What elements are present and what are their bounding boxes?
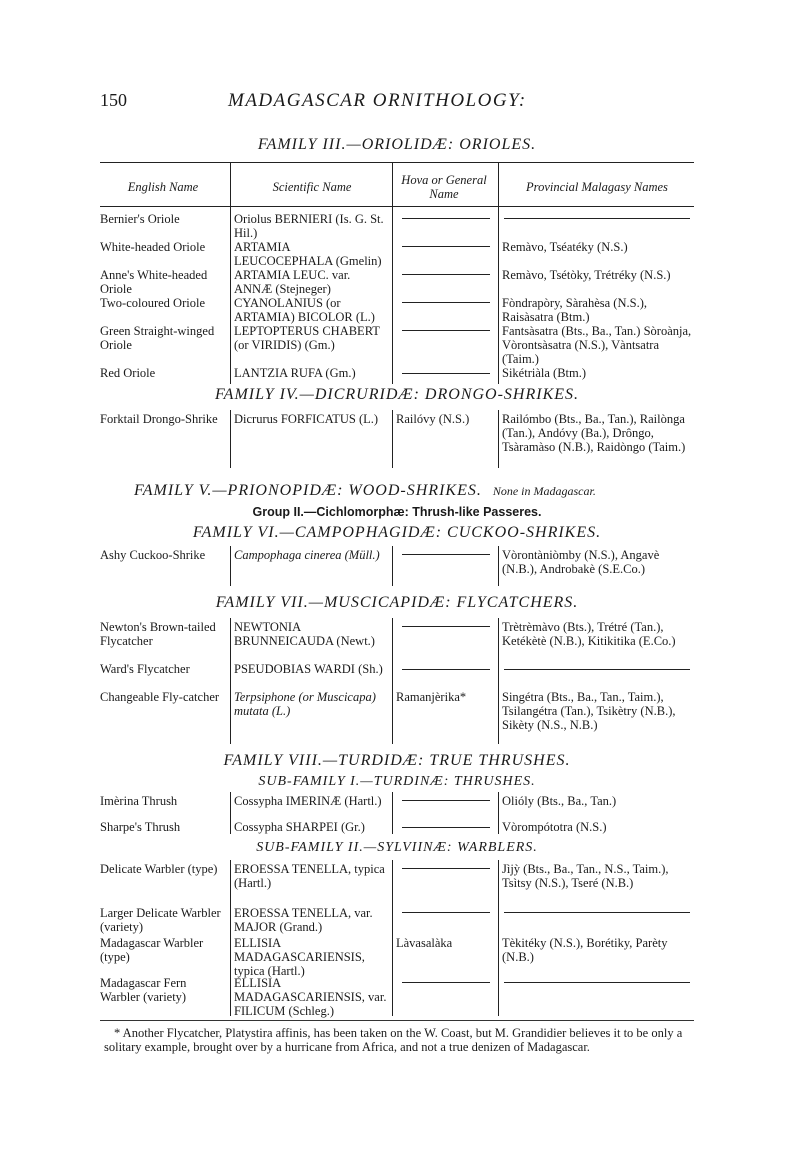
scientific-name: ELLISIA MADAGASCARIENSIS, typica (Hartl.)	[234, 936, 365, 978]
blank-dash	[402, 827, 490, 828]
english-name: Anne's White-headed Oriole	[100, 268, 208, 296]
column-rule	[392, 618, 393, 744]
family-heading-prionopidae	[134, 482, 596, 500]
scientific-name: CYANOLANIUS (or ARTAMIA) BICOLOR (L.)	[234, 296, 375, 324]
provincial-names: Fantsàsatra (Bts., Ba., Tan.) Sòroànja, Vòrontsàsatra (N.S.), Vàntsatra (Taim.)	[502, 324, 692, 366]
column-rule	[392, 410, 393, 468]
scientific-name: Oriolus BERNIERI (Is. G. St. Hil.)	[234, 212, 384, 240]
scientific-name: LANTZIA RUFA (Gm.)	[234, 366, 356, 380]
english-name: Larger Delicate Warbler (variety)	[100, 906, 221, 934]
column-rule	[392, 162, 393, 384]
scientific-name: ARTAMIA LEUC. var. ANNÆ (Stejneger)	[234, 268, 351, 296]
scientific-name: Cossypha IMERINÆ (Hartl.)	[234, 794, 382, 808]
blank-dash	[402, 982, 490, 983]
column-rule	[230, 546, 231, 586]
blank-dash	[504, 669, 690, 670]
blank-dash	[402, 302, 490, 303]
blank-dash	[402, 669, 490, 670]
english-name: Bernier's Oriole	[100, 212, 180, 226]
col-header-scientific: Scientific Name	[272, 180, 352, 194]
provincial-names: Sikétriàla (Btm.)	[502, 366, 587, 380]
column-rule	[230, 860, 231, 1016]
column-rule	[230, 162, 231, 384]
provincial-names: Singétra (Bts., Ba., Tan., Taim.), Tsilangétra (Tan.), Tsikètry (N.B.), Sikèty (N.S., N.B.)	[502, 690, 676, 732]
footnote-rule	[100, 1020, 694, 1021]
column-rule	[230, 792, 231, 834]
blank-dash	[402, 373, 490, 374]
scientific-name: Terpsiphone (or Muscicapa) mutata (L.)	[234, 690, 376, 718]
english-name: Red Oriole	[100, 366, 156, 380]
blank-dash	[402, 218, 490, 219]
family-heading-muscicapidae: FAMILY VII.—MUSCICAPIDÆ: FLYCATCHERS.	[215, 594, 579, 611]
footnote: * Another Flycatcher, Platystira affinis, has been taken on the W. Coast, but M. Grandidier believes it to be only a solitary example, brought over by a hurricane from Africa, and not a true denizen of Madagascar.	[104, 1026, 683, 1054]
english-name: Forktail Drongo-Shrike	[100, 412, 218, 426]
english-name: Newton's Brown-tailed Flycatcher	[100, 620, 216, 648]
english-name: White-headed Oriole	[100, 240, 206, 254]
scientific-name: NEWTONIA BRUNNEICAUDA (Newt.)	[234, 620, 375, 648]
group-heading: Group II.—Cichlomorphæ: Thrush-like Passeres.	[252, 505, 542, 519]
english-name: Imèrina Thrush	[100, 794, 178, 808]
column-rule	[392, 792, 393, 834]
blank-dash	[402, 800, 490, 801]
english-name: Green Straight-winged Oriole	[100, 324, 215, 352]
column-rule	[392, 546, 393, 586]
family-note: None in Madagascar.	[492, 484, 596, 498]
column-rule	[230, 618, 231, 744]
english-name: Madagascar Warbler (type)	[100, 936, 204, 964]
family-heading-dicruridae: FAMILY IV.—DICRURIDÆ: DRONGO-SHRIKES.	[214, 386, 580, 403]
scientific-name: LEPTOPTERUS CHABERT (or VIRIDIS) (Gm.)	[234, 324, 380, 352]
column-rule	[498, 860, 499, 1016]
family-heading-turdidae: FAMILY VIII.—TURDIDÆ: TRUE THRUSHES.	[223, 752, 571, 769]
hova-name: Railóvy (N.S.)	[396, 412, 470, 426]
column-rule	[498, 410, 499, 468]
blank-dash	[504, 982, 690, 983]
scientific-name: EROESSA TENELLA, var. MAJOR (Grand.)	[234, 906, 373, 934]
scientific-name: ARTAMIA LEUCOCEPHALA (Gmelin)	[234, 240, 382, 268]
provincial-names: Tèkitéky (N.S.), Borétiky, Parèty (N.B.)	[502, 936, 668, 964]
blank-dash	[402, 912, 490, 913]
provincial-names: Vòrontàniòmby (N.S.), Angavè (N.B.), Androbakè (S.E.Co.)	[502, 548, 660, 576]
provincial-names: Remàvo, Tsétòky, Trétréky (N.S.)	[502, 268, 671, 282]
blank-dash	[402, 274, 490, 275]
blank-dash	[402, 868, 490, 869]
page-header	[100, 90, 694, 114]
hova-name: Làvasalàka	[396, 936, 453, 950]
col-header-english: English Name	[127, 180, 199, 194]
blank-dash	[402, 330, 490, 331]
english-name: Madagascar Fern Warbler (variety)	[100, 976, 187, 1004]
provincial-names: Olióly (Bts., Ba., Tan.)	[502, 794, 617, 808]
english-name: Ward's Flycatcher	[100, 662, 190, 676]
column-rule	[392, 860, 393, 1016]
scientific-name: Dicrurus FORFICATUS (L.)	[234, 412, 379, 426]
scientific-name: EROESSA TENELLA, typica (Hartl.)	[234, 862, 385, 890]
hova-name: Ramanjèrika*	[396, 690, 467, 704]
english-name: Two-coloured Oriole	[100, 296, 205, 310]
subfamily-heading-sylviinae: SUB-FAMILY II.—SYLVIINÆ: WARBLERS.	[256, 840, 538, 855]
provincial-names: Fòndrapòry, Sàrahèsa (N.S.), Raisàsatra (Btm.)	[502, 296, 647, 324]
column-rule	[498, 792, 499, 834]
running-title: MADAGASCAR ORNITHOLOGY:	[228, 90, 527, 111]
col-header-hova: Hova or General Name	[401, 173, 487, 201]
family-title: FAMILY V.—PRIONOPIDÆ: WOOD-SHRIKES.	[134, 482, 482, 499]
family-heading-campophagidae: FAMILY VI.—CAMPOPHAGIDÆ: CUCKOO-SHRIKES.	[192, 524, 602, 541]
column-rule	[230, 410, 231, 468]
blank-dash	[504, 218, 690, 219]
column-rule	[498, 162, 499, 384]
blank-dash	[402, 554, 490, 555]
page-number: 150	[100, 90, 127, 110]
english-name: Delicate Warbler (type)	[100, 862, 218, 876]
provincial-names: Railómbo (Bts., Ba., Tan.), Railònga (Tan.), Andóvy (Ba.), Drôngo, Tsàramàso (N.B.), Raidòngo (Taim.)	[502, 412, 686, 454]
blank-dash	[402, 246, 490, 247]
family-heading-oriolidae: FAMILY III.—ORIOLIDÆ: ORIOLES.	[257, 136, 537, 153]
english-name: Ashy Cuckoo-Shrike	[100, 548, 206, 562]
blank-dash	[402, 626, 490, 627]
scientific-name: Campophaga cinerea (Müll.)	[234, 548, 380, 562]
provincial-names: Trètrèmàvo (Bts.), Trétré (Tan.), Ketékètè (N.B.), Kitikitika (E.Co.)	[502, 620, 676, 648]
blank-dash	[504, 912, 690, 913]
column-rule	[498, 546, 499, 586]
scientific-name: ELLISIA MADAGASCARIENSIS, var. FILICUM (Schleg.)	[234, 976, 387, 1018]
provincial-names: Remàvo, Tséatéky (N.S.)	[502, 240, 628, 254]
subfamily-heading-turdinae: SUB-FAMILY I.—TURDINÆ: THRUSHES.	[258, 774, 536, 789]
column-rule	[498, 618, 499, 744]
english-name: Sharpe's Thrush	[100, 820, 181, 834]
scientific-name: PSEUDOBIAS WARDI (Sh.)	[234, 662, 383, 676]
scientific-name: Cossypha SHARPEI (Gr.)	[234, 820, 365, 834]
provincial-names: Jìjỳ (Bts., Ba., Tan., N.S., Taim.), Tsìtsy (N.S.), Tseré (N.B.)	[502, 862, 669, 890]
table-top-rule	[100, 162, 694, 163]
table-header-rule	[100, 206, 694, 207]
english-name: Changeable Fly-catcher	[100, 690, 220, 704]
col-header-provincial: Provincial Malagasy Names	[526, 180, 668, 194]
provincial-names: Vòrompótotra (N.S.)	[502, 820, 607, 834]
